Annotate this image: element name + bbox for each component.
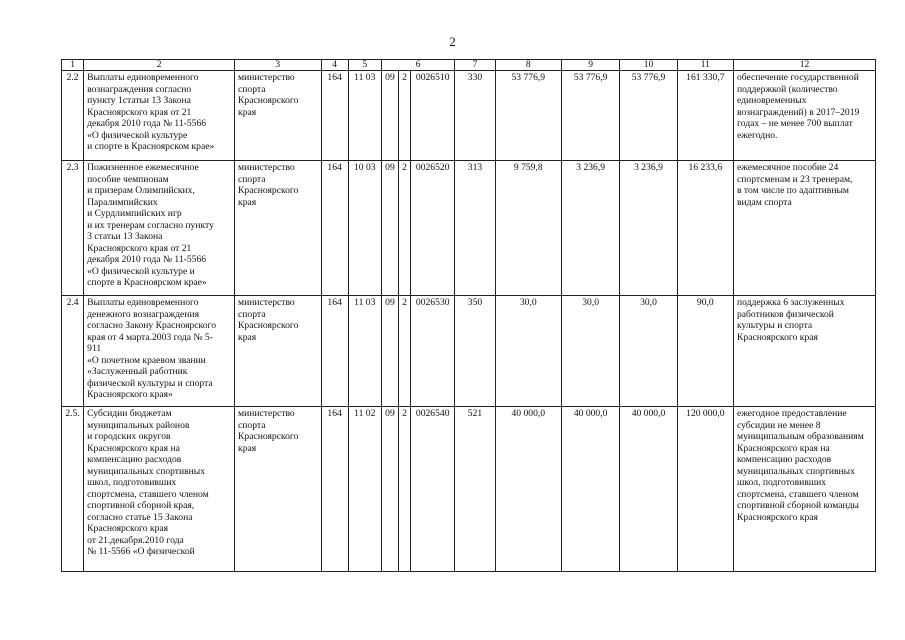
table-row bbox=[62, 161, 876, 296]
csr-subprogram: 2 bbox=[398, 296, 410, 407]
rzpr-code: 11 03 bbox=[348, 296, 381, 407]
executor: министерство спорта Красноярского края bbox=[235, 296, 322, 407]
expected-result: поддержка 6 заслуженных работников физической культуры и спорта Красноярского края bbox=[734, 296, 876, 407]
header-cell-4: 4 bbox=[321, 60, 348, 71]
vr-code: 313 bbox=[455, 161, 495, 296]
rzpr-code: 10 03 bbox=[348, 161, 381, 296]
csr-code: 0026530 bbox=[411, 296, 455, 407]
row-number: 2.2 bbox=[62, 71, 84, 161]
executor: министерство спорта Красноярского края bbox=[235, 407, 322, 572]
year2-amount: 53 776,9 bbox=[561, 71, 619, 161]
year3-amount: 30,0 bbox=[620, 296, 677, 407]
header-cell-9: 9 bbox=[561, 60, 619, 71]
page-number: 2 bbox=[449, 34, 456, 49]
year1-amount: 53 776,9 bbox=[495, 71, 561, 161]
csr-code: 0026520 bbox=[411, 161, 455, 296]
expected-result: ежегодное предоставление субсидии не менее 8 муниципальным образованиям Красноярского края на компенсацию расходов муниципальных спортивных школ, подготовивших спортсмена, ставшего членом спортивной сборной команды Красноярского края bbox=[734, 407, 876, 572]
header-cell-11: 11 bbox=[677, 60, 733, 71]
grbs-code: 164 bbox=[321, 71, 348, 161]
header-cell-7: 7 bbox=[455, 60, 495, 71]
csr-program: 09 bbox=[381, 71, 398, 161]
vr-code: 521 bbox=[455, 407, 495, 572]
table-row bbox=[62, 407, 876, 572]
total-amount: 161 330,7 bbox=[677, 71, 733, 161]
year1-amount: 30,0 bbox=[495, 296, 561, 407]
csr-subprogram: 2 bbox=[398, 71, 410, 161]
row-number: 2.4 bbox=[62, 296, 84, 407]
year3-amount: 3 236,9 bbox=[620, 161, 677, 296]
header-cell-10: 10 bbox=[620, 60, 677, 71]
measure-name: Субсидии бюджетам муниципальных районов и городских округов Красноярского края на компенсацию расходов муниципальных спортивных школ, подготовивших спортсмена, ставшего членом спортивной сборной края, согласно статье 15 Закона Красноярского края от 21.декабря.2010 года № 11-5566 «О физической bbox=[84, 407, 235, 572]
measure-name: Пожизненное ежемесячное пособие чемпионам и призерам Олимпийских, Паралимпийских и Сурдлимпийских игр и их тренерам согласно пункту 3 статьи 13 Закона Красноярского края от 21 декабря 2010 года № 11-5566 «О физической культуре и спорте в Красноярском крае» bbox=[84, 161, 235, 296]
rzpr-code: 11 02 bbox=[348, 407, 381, 572]
grbs-code: 164 bbox=[321, 407, 348, 572]
vr-code: 350 bbox=[455, 296, 495, 407]
grbs-code: 164 bbox=[321, 161, 348, 296]
program-measures-table bbox=[61, 59, 876, 572]
year2-amount: 40 000,0 bbox=[561, 407, 619, 572]
table-row bbox=[62, 71, 876, 161]
total-amount: 120 000,0 bbox=[677, 407, 733, 572]
header-cell-2: 2 bbox=[84, 60, 235, 71]
year1-amount: 40 000,0 bbox=[495, 407, 561, 572]
expected-result: обеспечение государственной поддержкой (количество единовременных вознаграждений) в 2017–2019 годах – не менее 700 выплат ежегодно. bbox=[734, 71, 876, 161]
measure-name: Выплаты единовременного денежного вознаграждения согласно Закону Красноярского края от 4 марта.2003 года № 5- 911 «О почетном краевом звании «Заслуженный работник физической культуры и спорта Красноярского края» bbox=[84, 296, 235, 407]
year1-amount: 9 759,8 bbox=[495, 161, 561, 296]
header-cell-12: 12 bbox=[734, 60, 876, 71]
year2-amount: 3 236,9 bbox=[561, 161, 619, 296]
executor: министерство спорта Красноярского края bbox=[235, 71, 322, 161]
table-row bbox=[62, 296, 876, 407]
rzpr-code: 11 03 bbox=[348, 71, 381, 161]
expected-result: ежемесячное пособие 24 спортсменам и 23 тренерам, в том числе по адаптивным видам спорта bbox=[734, 161, 876, 296]
header-cell-3: 3 bbox=[235, 60, 322, 71]
year3-amount: 40 000,0 bbox=[620, 407, 677, 572]
vr-code: 330 bbox=[455, 71, 495, 161]
csr-program: 09 bbox=[381, 296, 398, 407]
header-cell-8: 8 bbox=[495, 60, 561, 71]
year2-amount: 30,0 bbox=[561, 296, 619, 407]
csr-subprogram: 2 bbox=[398, 407, 410, 572]
csr-program: 09 bbox=[381, 161, 398, 296]
header-cell-6: 6 bbox=[381, 60, 454, 71]
csr-subprogram: 2 bbox=[398, 161, 410, 296]
row-number: 2.3 bbox=[62, 161, 84, 296]
measure-name: Выплаты единовременного вознаграждения согласно пункту 1статьи 13 Закона Красноярского края от 21 декабря 2010 года № 11-5566 «О физической культуре и спорте в Красноярском крае» bbox=[84, 71, 235, 161]
header-cell-5: 5 bbox=[348, 60, 381, 71]
year3-amount: 53 776,9 bbox=[620, 71, 677, 161]
total-amount: 16 233,6 bbox=[677, 161, 733, 296]
row-number: 2.5. bbox=[62, 407, 84, 572]
grbs-code: 164 bbox=[321, 296, 348, 407]
csr-program: 09 bbox=[381, 407, 398, 572]
executor: министерство спорта Красноярского края bbox=[235, 161, 322, 296]
csr-code: 0026510 bbox=[411, 71, 455, 161]
header-row bbox=[62, 60, 876, 71]
csr-code: 0026540 bbox=[411, 407, 455, 572]
header-cell-1: 1 bbox=[62, 60, 84, 71]
total-amount: 90,0 bbox=[677, 296, 733, 407]
